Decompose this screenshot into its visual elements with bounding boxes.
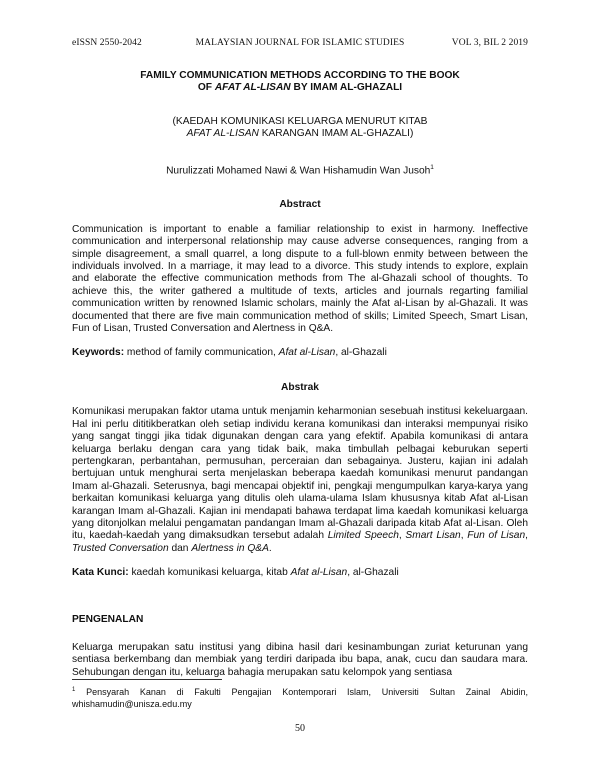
abstract-text: Communication is important to enable a familiar relationship to exist in harmony. Ineffective communication and interpersonal relationship may cause adverse consequences, ranging from a simple disagreement, a small quarrel, a long dispute to a full-blown enmity between between the individuals involved. In a marriage, it may lead to a divorce. This study intends to explore, explain and elaborate the effective communication methods from The al-Ghazali school of thoughts. To achieve this, the writer gathered a multitude of texts, articles and journals regarting familial communication written by renowned Islamic scholars, mainly the Afat al-Lisan by al-Ghazali. It was documented that there are five main communication method of skills; Limited Speech, Smart Lisan, Fun of Lisan, Trusted Conversation and Alertness in Q&A. bbox=[72, 223, 528, 335]
issn-label: eISSN 2550-2042 bbox=[72, 38, 142, 48]
article-body bbox=[72, 70, 528, 679]
volume-label: VOL 3, BIL 2 2019 bbox=[451, 38, 528, 48]
author-footnote-marker: 1 bbox=[430, 163, 434, 171]
abstrak-end: . bbox=[268, 542, 272, 554]
abstrak-sep-1: , bbox=[398, 530, 406, 542]
kata-kunci-label: Kata Kunci: bbox=[72, 567, 129, 579]
journal-name: MALAYSIAN JOURNAL FOR ISLAMIC STUDIES bbox=[195, 38, 405, 48]
keywords-post: , al-Ghazali bbox=[335, 347, 387, 359]
subtitle-line-1: (KAEDAH KOMUNIKASI KELUARGA MENURUT KITAB bbox=[172, 115, 428, 127]
abstrak-text bbox=[72, 406, 528, 555]
subtitle-book-name: AFAT AL-LISAN bbox=[186, 128, 259, 140]
abstract-heading: Abstract bbox=[279, 199, 321, 211]
abstrak-body: Komunikasi merupakan faktor utama untuk menjamin keharmonian sesebuah institusi kekeluargaan. Hal ini perlu dititikberatkan oleh setiap individu kerana komunikasi dan interaksi mempunyai risiko yang sangat tinggi jika tidak digunakan dengan cara yang efektif. Apabila komunikasi di antara keluarga berlaku dengan cara yang tidak baik, maka timbullah pelbagai keburukan seperti pertengkaran, perbantahan, permusuhan, perceraian dan sebagainya. Justeru, kajian ini adalah bertujuan untuk menghurai serta menjelaskan beberapa kaedah komunikasi menurut pandangan Imam al-Ghazali. Seterusnya, bagi mencapai objektif ini, pengkaji mengumpulkan karya-karya yang berkaitan komunikasi keluarga yang ditulis oleh ulama-ulama Islam khususnya kitab Afat al-Lisan karangan Imam al-Ghazali. Kajian ini mendapati bahawa terdapat lima kaedah komunikasi keluarga yang ditonjolkan melalui pengamatan pandangan Imam al-Ghazali daripada kitab Afat al-Lisan. Oleh itu, kaedah-kaedah yang dimaksudkan tersebut adalah bbox=[72, 406, 528, 542]
keywords-pre: method of family communication, bbox=[124, 347, 279, 359]
kata-kunci-post: , al-Ghazali bbox=[347, 567, 399, 579]
footnote-marker: 1 bbox=[72, 687, 76, 693]
author-names: Nurulizzati Mohamed Nawi & Wan Hishamudin Wan Jusoh bbox=[166, 165, 431, 177]
keywords-italic: Afat al-Lisan bbox=[278, 347, 336, 359]
title-book-name: AFAT AL-LISAN bbox=[214, 82, 291, 94]
intro-text: Keluarga merupakan satu institusi yang dibina hasil dari kesinambungan zuriat keturunan yang sentiasa berkembang dan membiak yang terdiri daripada ibu bapa, anak, cucu dan saudara mara. Sehubungan dengan itu, keluarga bahagia merupakan satu kelompok yang sentiasa bbox=[72, 641, 528, 678]
article-title bbox=[72, 70, 528, 95]
intro-heading: PENGENALAN bbox=[72, 613, 144, 625]
kata-kunci-pre: kaedah komunikasi keluarga, kitab bbox=[128, 567, 291, 579]
abstrak-method-1: Limited Speech bbox=[327, 530, 399, 542]
footnote-divider bbox=[72, 679, 222, 680]
article-subtitle bbox=[72, 116, 528, 141]
title-line-1: FAMILY COMMUNICATION METHODS ACCORDING TO THE BOOK bbox=[140, 70, 460, 81]
abstrak-method-2: Smart Lisan bbox=[405, 530, 461, 542]
keywords-label: Keywords: bbox=[72, 347, 125, 359]
abstrak-sep-4: dan bbox=[168, 542, 192, 554]
abstrak-method-3: Fun of Lisan bbox=[467, 530, 526, 542]
footnote bbox=[72, 685, 528, 710]
kata-kunci-italic: Afat al-Lisan bbox=[290, 567, 348, 579]
abstrak-sep-3: , bbox=[525, 530, 528, 542]
footnote-text: Pensyarah Kanan di Fakulti Pengajian Kontemporari Islam, Universiti Sultan Zainal Abidin, whishamudin@unisza.edu.my bbox=[72, 687, 528, 709]
page-number: 50 bbox=[295, 723, 305, 734]
abstrak-method-4: Trusted Conversation bbox=[72, 542, 169, 554]
abstrak-method-5: Alertness in Q&A bbox=[191, 542, 269, 554]
subtitle-line-2-suffix: KARANGAN IMAM AL-GHAZALI) bbox=[258, 128, 414, 140]
title-line-2-suffix: BY IMAM AL-GHAZALI bbox=[290, 82, 403, 94]
title-line-2-prefix: OF bbox=[197, 82, 215, 94]
keywords-line bbox=[72, 347, 528, 359]
abstrak-sep-2: , bbox=[460, 530, 468, 542]
kata-kunci-line bbox=[72, 567, 528, 579]
author-list bbox=[72, 162, 528, 178]
running-header bbox=[72, 38, 528, 52]
abstrak-heading: Abstrak bbox=[281, 381, 319, 393]
